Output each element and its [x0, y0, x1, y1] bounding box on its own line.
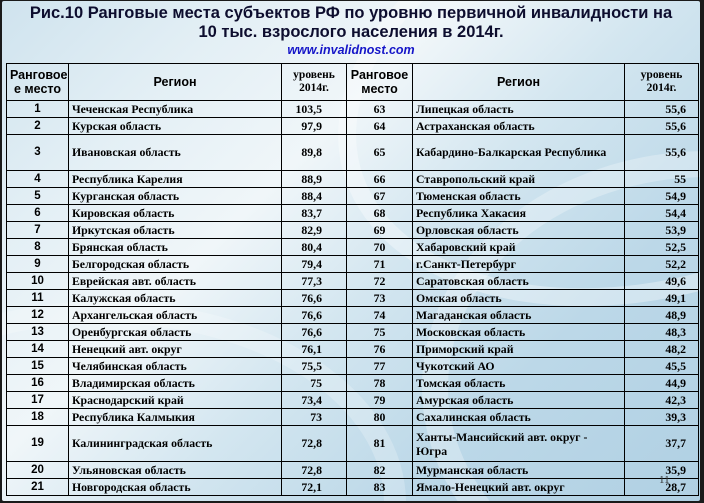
rank-left-cell: 8: [7, 239, 69, 256]
header-level-left: уровень 2014г.: [282, 64, 347, 101]
title-line-1: Рис.10 Ранговые места субъектов РФ по уровню первичной инвалидности на: [29, 4, 673, 22]
region-right-cell: Магаданская область: [413, 307, 625, 324]
level-right-cell: 55,6: [625, 118, 699, 135]
table-header-row: [7, 64, 699, 101]
rank-left-cell: 20: [7, 462, 69, 479]
region-right-cell: Саратовская область: [413, 273, 625, 290]
region-left-cell: Республика Калмыкия: [69, 409, 282, 426]
level-left-cell: 76,6: [282, 324, 347, 341]
level-right-cell: 35,9: [625, 462, 699, 479]
rank-left-cell: 16: [7, 375, 69, 392]
region-right-cell: г.Санкт-Петербург: [413, 256, 625, 273]
level-left-cell: 76,6: [282, 307, 347, 324]
rank-right-cell: 66: [347, 171, 413, 188]
rank-right-cell: 67: [347, 188, 413, 205]
rank-right-cell: 64: [347, 118, 413, 135]
rank-left-cell: 10: [7, 273, 69, 290]
level-right-cell: 54,9: [625, 188, 699, 205]
rank-right-cell: 69: [347, 222, 413, 239]
table-row: [7, 341, 699, 358]
region-left-cell: Архангельская область: [69, 307, 282, 324]
level-left-cell: 73,4: [282, 392, 347, 409]
level-right-cell: 48,9: [625, 307, 699, 324]
level-left-cell: 80,4: [282, 239, 347, 256]
rank-right-cell: 83: [347, 479, 413, 496]
table-row: [7, 324, 699, 341]
region-right-cell: Хабаровский край: [413, 239, 625, 256]
region-right-cell: Московская область: [413, 324, 625, 341]
rank-right-cell: 78: [347, 375, 413, 392]
rank-left-cell: 15: [7, 358, 69, 375]
region-left-cell: Новгородская область: [69, 479, 282, 496]
region-left-cell: Калининградская область: [69, 426, 282, 462]
region-left-cell: Республика Карелия: [69, 171, 282, 188]
region-right-cell: Липецкая область: [413, 101, 625, 118]
level-left-cell: 75,5: [282, 358, 347, 375]
rank-right-cell: 73: [347, 290, 413, 307]
rank-left-cell: 3: [7, 135, 69, 171]
region-left-cell: Брянская область: [69, 239, 282, 256]
slide-title: [2, 4, 700, 42]
region-right-cell: Ставропольский край: [413, 171, 625, 188]
region-right-cell: Тюменская область: [413, 188, 625, 205]
region-right-cell: Приморский край: [413, 341, 625, 358]
page-number: 11: [659, 474, 670, 486]
rank-right-cell: 79: [347, 392, 413, 409]
level-left-cell: 103,5: [282, 101, 347, 118]
table-row: [7, 222, 699, 239]
rank-right-cell: 77: [347, 358, 413, 375]
level-right-cell: 45,5: [625, 358, 699, 375]
table-row: [7, 307, 699, 324]
table-row: [7, 358, 699, 375]
rank-left-cell: 5: [7, 188, 69, 205]
table-row: [7, 101, 699, 118]
table-row: [7, 290, 699, 307]
region-left-cell: Курганская область: [69, 188, 282, 205]
region-left-cell: Чеченская Республика: [69, 101, 282, 118]
table-row: [7, 392, 699, 409]
region-left-cell: Владимирская область: [69, 375, 282, 392]
region-right-cell: Орловская область: [413, 222, 625, 239]
level-right-cell: 49,1: [625, 290, 699, 307]
level-left-cell: 76,1: [282, 341, 347, 358]
level-left-cell: 89,8: [282, 135, 347, 171]
table-row: [7, 171, 699, 188]
rank-right-cell: 82: [347, 462, 413, 479]
table-row: [7, 479, 699, 496]
level-left-cell: 73: [282, 409, 347, 426]
level-left-cell: 88,4: [282, 188, 347, 205]
level-left-cell: 77,3: [282, 273, 347, 290]
region-right-cell: Ханты-Мансийский авт. округ - Югра: [413, 426, 625, 462]
rank-left-cell: 14: [7, 341, 69, 358]
table-row: [7, 426, 699, 462]
rank-right-cell: 63: [347, 101, 413, 118]
level-right-cell: 55,6: [625, 135, 699, 171]
level-left-cell: 76,6: [282, 290, 347, 307]
level-right-cell: 28,7: [625, 479, 699, 496]
rank-right-cell: 81: [347, 426, 413, 462]
level-right-cell: 48,3: [625, 324, 699, 341]
header-rank-left: Ранговое е место: [7, 64, 69, 101]
rank-right-cell: 70: [347, 239, 413, 256]
level-right-cell: 42,3: [625, 392, 699, 409]
table-row: [7, 375, 699, 392]
region-right-cell: Сахалинская область: [413, 409, 625, 426]
ranking-table: [6, 63, 699, 496]
rank-right-cell: 74: [347, 307, 413, 324]
region-right-cell: Астраханская область: [413, 118, 625, 135]
level-left-cell: 97,9: [282, 118, 347, 135]
rank-left-cell: 6: [7, 205, 69, 222]
region-right-cell: Томская область: [413, 375, 625, 392]
rank-left-cell: 17: [7, 392, 69, 409]
level-left-cell: 88,9: [282, 171, 347, 188]
region-left-cell: Ивановская область: [69, 135, 282, 171]
level-left-cell: 72,8: [282, 426, 347, 462]
table-row: [7, 135, 699, 171]
region-left-cell: Челябинская область: [69, 358, 282, 375]
region-right-cell: Кабардино-Балкарская Республика: [413, 135, 625, 171]
header-level-right: уровень 2014г.: [625, 64, 699, 101]
region-left-cell: Калужская область: [69, 290, 282, 307]
slide-frame: [2, 1, 700, 501]
rank-left-cell: 13: [7, 324, 69, 341]
table-row: [7, 188, 699, 205]
region-left-cell: Белгородская область: [69, 256, 282, 273]
rank-left-cell: 19: [7, 426, 69, 462]
table-row: [7, 205, 699, 222]
rank-left-cell: 12: [7, 307, 69, 324]
header-region-left: Регион: [69, 64, 282, 101]
table-row: [7, 239, 699, 256]
region-left-cell: Еврейская авт. область: [69, 273, 282, 290]
rank-right-cell: 76: [347, 341, 413, 358]
region-left-cell: Ненецкий авт. округ: [69, 341, 282, 358]
level-right-cell: 52,2: [625, 256, 699, 273]
level-right-cell: 55,6: [625, 101, 699, 118]
rank-left-cell: 4: [7, 171, 69, 188]
rank-right-cell: 75: [347, 324, 413, 341]
table-row: [7, 462, 699, 479]
rank-left-cell: 21: [7, 479, 69, 496]
region-right-cell: Ямало-Ненецкий авт. округ: [413, 479, 625, 496]
level-right-cell: 49,6: [625, 273, 699, 290]
region-right-cell: Чукотский АО: [413, 358, 625, 375]
region-left-cell: Ульяновская область: [69, 462, 282, 479]
level-left-cell: 72,1: [282, 479, 347, 496]
level-left-cell: 75: [282, 375, 347, 392]
rank-left-cell: 9: [7, 256, 69, 273]
header-rank-right: Ранговое место: [347, 64, 413, 101]
level-right-cell: 53,9: [625, 222, 699, 239]
region-right-cell: Амурская область: [413, 392, 625, 409]
rank-right-cell: 65: [347, 135, 413, 171]
region-left-cell: Оренбургская область: [69, 324, 282, 341]
region-right-cell: Омская область: [413, 290, 625, 307]
level-right-cell: 52,5: [625, 239, 699, 256]
title-line-2: 10 тыс. взрослого населения в 2014г.: [198, 23, 504, 41]
level-right-cell: 54,4: [625, 205, 699, 222]
rank-right-cell: 80: [347, 409, 413, 426]
rank-left-cell: 18: [7, 409, 69, 426]
level-right-cell: 37,7: [625, 426, 699, 462]
rank-right-cell: 71: [347, 256, 413, 273]
source-link[interactable]: www.invalidnost.com: [287, 43, 415, 57]
table-row: [7, 409, 699, 426]
region-left-cell: Курская область: [69, 118, 282, 135]
table-row: [7, 273, 699, 290]
region-right-cell: Мурманская область: [413, 462, 625, 479]
region-right-cell: Республика Хакасия: [413, 205, 625, 222]
level-left-cell: 79,4: [282, 256, 347, 273]
rank-right-cell: 72: [347, 273, 413, 290]
level-right-cell: 48,2: [625, 341, 699, 358]
rank-left-cell: 7: [7, 222, 69, 239]
region-left-cell: Краснодарский край: [69, 392, 282, 409]
level-left-cell: 82,9: [282, 222, 347, 239]
level-right-cell: 39,3: [625, 409, 699, 426]
header-region-right: Регион: [413, 64, 625, 101]
region-left-cell: Иркутская область: [69, 222, 282, 239]
table-row: [7, 118, 699, 135]
level-left-cell: 83,7: [282, 205, 347, 222]
level-right-cell: 44,9: [625, 375, 699, 392]
rank-right-cell: 68: [347, 205, 413, 222]
region-left-cell: Кировская область: [69, 205, 282, 222]
table-row: [7, 256, 699, 273]
level-left-cell: 72,8: [282, 462, 347, 479]
rank-left-cell: 11: [7, 290, 69, 307]
level-right-cell: 55: [625, 171, 699, 188]
rank-left-cell: 2: [7, 118, 69, 135]
rank-left-cell: 1: [7, 101, 69, 118]
